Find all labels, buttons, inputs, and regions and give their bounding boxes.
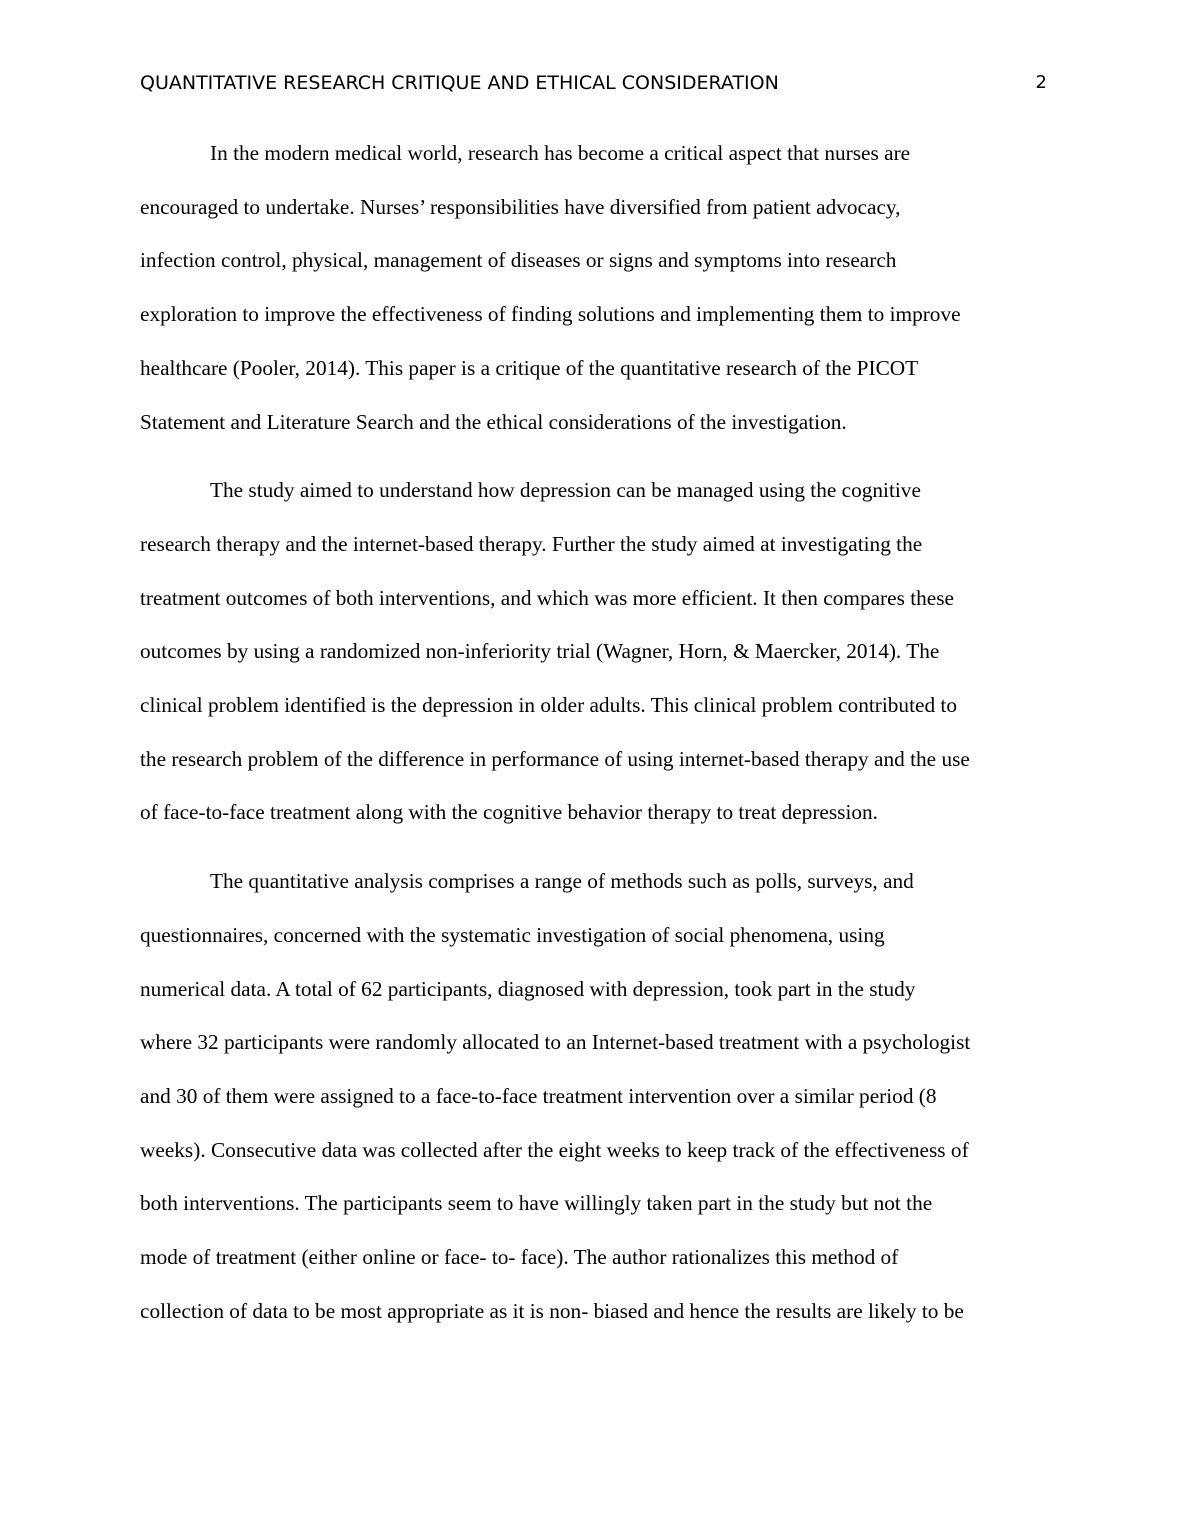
paragraph-introduction: [140, 127, 1052, 449]
text-line: numerical data. A total of 62 participants, diagnosed with depression, took part in the study: [140, 976, 916, 1001]
text-line: The quantitative analysis comprises a range of methods such as polls, surveys, and: [210, 869, 914, 894]
text-line: and 30 of them were assigned to a face-to-face treatment intervention over a similar period (8: [140, 1083, 937, 1108]
text-line: healthcare (Pooler, 2014). This paper is a critique of the quantitative research of the PICOT: [140, 355, 919, 380]
text-line: research therapy and the internet-based therapy. Further the study aimed at investigating the: [140, 531, 923, 556]
paragraph-study-aim: [140, 464, 1052, 840]
running-head: QUANTITATIVE RESEARCH CRITIQUE AND ETHICAL CONSIDERATION: [140, 72, 779, 94]
text-line: infection control, physical, management of diseases or signs and symptoms into research: [140, 248, 897, 273]
page-number: 2: [1035, 72, 1047, 93]
paragraph-quantitative-analysis: [140, 855, 1052, 1338]
text-line: In the modern medical world, research has become a critical aspect that nurses are: [210, 141, 911, 165]
text-line: questionnaires, concerned with the systematic investigation of social phenomena, using: [140, 922, 885, 947]
text-line: exploration to improve the effectiveness of finding solutions and implementing them to improve: [140, 302, 961, 327]
text-line: clinical problem identified is the depression in older adults. This clinical problem contributed to: [140, 693, 957, 718]
text-line: where 32 participants were randomly allocated to an Internet-based treatment with a psychologist: [140, 1030, 971, 1055]
body-text: [140, 127, 1052, 1353]
text-line: the research problem of the difference in performance of using internet-based therapy and the use: [140, 746, 970, 771]
text-line: both interventions. The participants seem to have willingly taken part in the study but not the: [140, 1191, 933, 1216]
text-line: weeks). Consecutive data was collected after the eight weeks to keep track of the effectiveness of: [140, 1137, 969, 1162]
text-line: mode of treatment (either online or face- to- face). The author rationalizes this method of: [140, 1245, 899, 1270]
text-line: outcomes by using a randomized non-inferiority trial (Wagner, Horn, & Maercker, 2014). The: [140, 639, 940, 664]
text-line: collection of data to be most appropriate as it is non- biased and hence the results are likely to be: [140, 1298, 964, 1323]
text-line: encouraged to undertake. Nurses’ responsibilities have diversified from patient advocacy,: [140, 194, 901, 219]
text-line: The study aimed to understand how depression can be managed using the cognitive: [210, 478, 921, 503]
text-line: treatment outcomes of both interventions, and which was more efficient. It then compares these: [140, 585, 954, 610]
text-line: Statement and Literature Search and the ethical considerations of the investigation.: [140, 409, 847, 434]
text-line: of face-to-face treatment along with the cognitive behavior therapy to treat depression.: [140, 800, 878, 825]
